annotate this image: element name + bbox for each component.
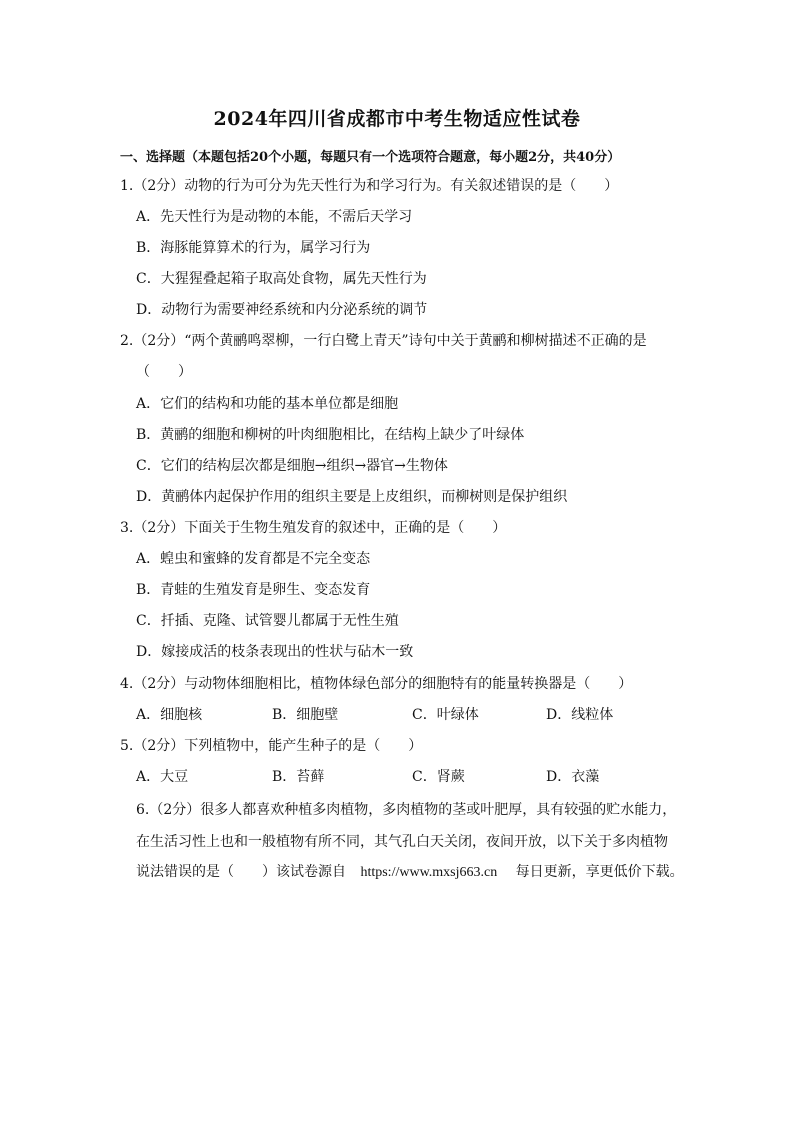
question-2-option-d[interactable]: D．黄鹂体内起保护作用的组织主要是上皮组织，而柳树则是保护组织 [136, 489, 568, 505]
question-4-option-d[interactable]: D．线粒体 [546, 707, 614, 723]
question-3-option-a[interactable]: A．蝗虫和蜜蜂的发育都是不完全变态 [136, 551, 371, 567]
question-1-option-d[interactable]: D．动物行为需要神经系统和内分泌系统的调节 [136, 302, 428, 318]
question-5-option-c[interactable]: C．肾蕨 [412, 769, 465, 785]
question-5-option-a[interactable]: A．大豆 [136, 769, 189, 785]
question-4-option-c[interactable]: C．叶绿体 [412, 707, 479, 723]
question-1-stem: 1.（2分）动物的行为可分为先天性行为和学习行为。有关叙述错误的是（ ） [120, 178, 619, 194]
question-3-option-c[interactable]: C．扦插、克隆、试管婴儿都属于无性生殖 [136, 613, 399, 629]
question-4-option-b[interactable]: B．细胞壁 [272, 707, 339, 723]
source-link[interactable]: https://www.mxsj663.cn [360, 865, 498, 880]
source-note: 每日更新，享更低价下载。 [515, 864, 684, 880]
question-2-option-a[interactable]: A．它们的结构和功能的基本单位都是细胞 [136, 396, 399, 412]
question-3-option-d[interactable]: D．嫁接成活的枝条表现出的性状与砧木一致 [136, 644, 414, 660]
question-6-stem-text: 说法错误的是（ ）该试卷源自 [136, 864, 346, 880]
question-6-stem-line-3 [136, 862, 684, 883]
section-heading: 一、选择题（本题包括20个小题，每题只有一个选项符合题意，每小题2分，共40分） [120, 150, 621, 165]
question-2-option-c[interactable]: C．它们的结构层次都是细胞→组织→器官→生物体 [136, 458, 448, 474]
question-6-stem-line-2: 在生活习性上也和一般植物有所不同，其气孔白天关闭，夜间开放，以下关于多肉植物 [136, 834, 668, 850]
question-4-option-a[interactable]: A．细胞核 [136, 707, 203, 723]
question-2-option-b[interactable]: B．黄鹂的细胞和柳树的叶肉细胞相比，在结构上缺少了叶绿体 [136, 427, 525, 443]
question-1-option-c[interactable]: C．大猩猩叠起箱子取高处食物，属先天性行为 [136, 271, 427, 287]
question-3-stem: 3.（2分）下面关于生物生殖发育的叙述中，正确的是（ ） [120, 520, 507, 536]
question-5-option-b[interactable]: B．苔藓 [272, 769, 325, 785]
question-1-option-a[interactable]: A．先天性行为是动物的本能，不需后天学习 [136, 209, 413, 225]
question-5-option-d[interactable]: D．衣藻 [546, 769, 600, 785]
question-3-option-b[interactable]: B．青蛙的生殖发育是卵生、变态发育 [136, 582, 371, 598]
question-2-stem: 2.（2分）“两个黄鹂鸣翠柳，一行白鹭上青天”诗句中关于黄鹂和柳树描述不正确的是 [120, 333, 647, 349]
question-2-stem-continued: （ ） [136, 364, 192, 380]
question-6-stem-line-1: 6.（2分）很多人都喜欢种植多肉植物，多肉植物的茎或叶肥厚，具有较强的贮水能力， [136, 802, 677, 818]
page-title: 2024年四川省成都市中考生物适应性试卷 [213, 108, 581, 130]
question-4-stem: 4.（2分）与动物体细胞相比，植物体绿色部分的细胞特有的能量转换器是（ ） [120, 676, 633, 692]
question-5-stem: 5.（2分）下列植物中，能产生种子的是（ ） [120, 738, 423, 754]
question-1-option-b[interactable]: B．海豚能算算术的行为，属学习行为 [136, 240, 371, 256]
